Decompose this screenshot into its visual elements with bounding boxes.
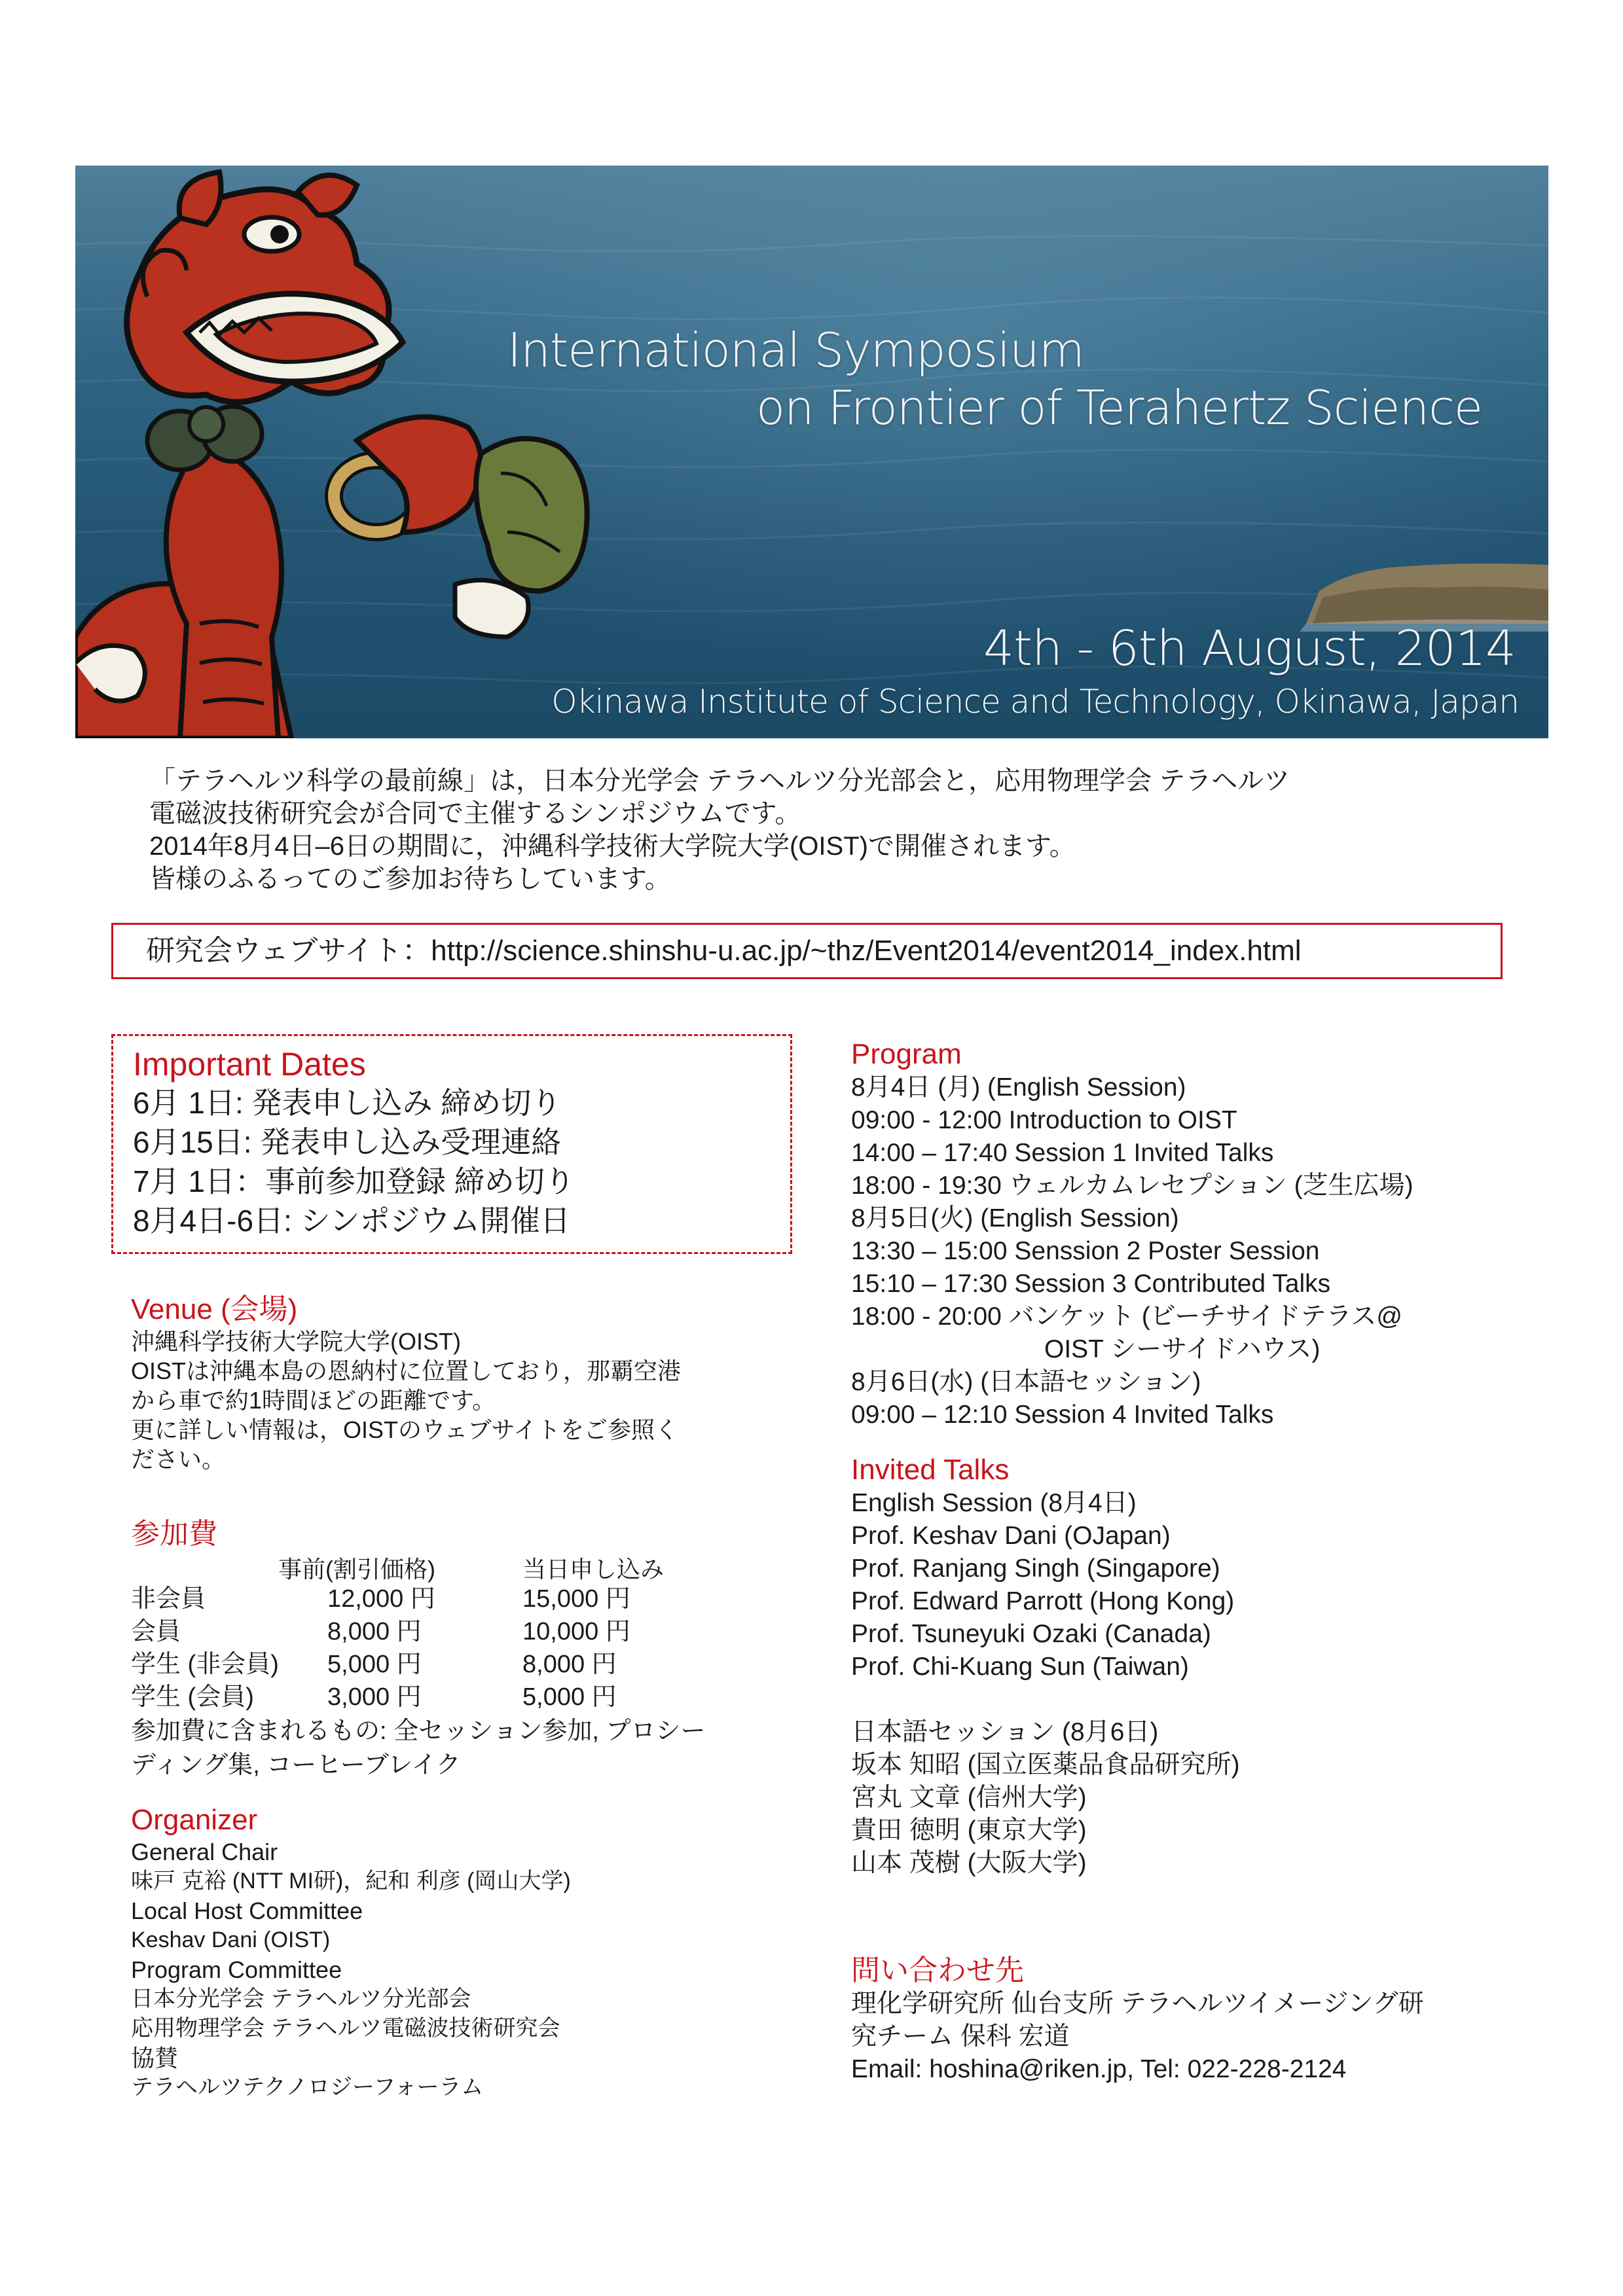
intro-line: 「テラヘルツ科学の最前線」は，日本分光学会 テラヘルツ分光部会と，応用物理学会 テラヘルツ [149, 766, 1290, 795]
date-item: 7月 1日：事前参加登録 締め切り [133, 1164, 575, 1198]
venue-line: ださい。 [131, 1446, 226, 1473]
fee-advance: 12,000 円 [327, 1585, 435, 1613]
general-chair-label: General Chair [131, 1839, 278, 1865]
program-item: 09:00 – 12:10 Session 4 Invited Talks [851, 1401, 1274, 1429]
program-item: 13:30 – 15:00 Senssion 2 Poster Session [851, 1237, 1320, 1265]
fees-col-advance: 事前(割引価格) [278, 1556, 435, 1583]
program-item: 18:00 - 19:30 ウェルカムレセプション (芝生広場) [851, 1172, 1413, 1200]
program-item: 14:00 – 17:40 Session 1 Invited Talks [851, 1139, 1274, 1167]
contact-line: 究チーム 保科 宏道 [851, 2022, 1070, 2051]
intro-line: 2014年8月4日–6日の期間に，沖縄科学技術大学院大学(OIST)で開催されます。 [149, 832, 1076, 861]
fee-onsite: 10,000 円 [522, 1618, 630, 1645]
intro-line: 電磁波技術研究会が合同で主催するシンポジウムです。 [149, 799, 801, 828]
organizer-section [131, 1803, 799, 2102]
speaker: Prof. Tsuneyuki Ozaki (Canada) [851, 1620, 1211, 1648]
contact-heading: 問い合わせ先 [851, 1954, 1024, 1986]
program-day: 8月5日(火) (English Session) [851, 1204, 1179, 1232]
venue-line: から車で約1時間ほどの距離です。 [131, 1387, 496, 1414]
program-day: 8月6日(水) (日本語セッション) [851, 1368, 1201, 1396]
website-link-box[interactable]: 研究会ウェブサイト：http://science.shinshu-u.ac.jp/~thz/Event2014/event2014_index.html [111, 923, 1503, 979]
fee-onsite: 5,000 円 [522, 1683, 617, 1711]
banner-venue: Okinawa Institute of Science and Technology, Okinawa, Japan [551, 683, 1519, 721]
fee-type: 非会員 [131, 1585, 206, 1613]
local-host: Keshav Dani (OIST) [131, 1928, 331, 1952]
speaker: 貴田 徳明 (東京大学) [851, 1816, 1087, 1844]
support: テラヘルツテクノロジーフォーラム [131, 2075, 484, 2100]
speaker: Prof. Chi-Kuang Sun (Taiwan) [851, 1653, 1189, 1681]
program-committee-item: 日本分光学会 テラヘルツ分光部会 [131, 1986, 471, 2011]
fee-onsite: 15,000 円 [522, 1585, 630, 1613]
contact-email[interactable]: Email: hoshina@riken.jp, Tel: 022-228-2124 [851, 2055, 1347, 2083]
fees-section [131, 1517, 799, 1782]
speaker: Prof. Ranjang Singh (Singapore) [851, 1554, 1220, 1583]
program-item: 09:00 - 12:00 Introduction to OIST [851, 1106, 1237, 1134]
speaker: 山本 茂樹 (大阪大学) [851, 1849, 1087, 1877]
banner-date: 4th - 6th August, 2014 [983, 620, 1516, 677]
fee-type: 会員 [131, 1618, 181, 1645]
support-label: 協賛 [131, 2045, 179, 2072]
organizer-heading: Organizer [131, 1804, 258, 1836]
date-item: 8月4日-6日: シンポジウム開催日 [133, 1204, 571, 1238]
important-dates-box [111, 1034, 792, 1254]
venue-heading: Venue (会場) [131, 1293, 298, 1325]
speaker: Prof. Edward Parrott (Hong Kong) [851, 1587, 1235, 1615]
program-item: 15:10 – 17:30 Session 3 Contributed Talks [851, 1270, 1331, 1298]
fee-row [131, 1648, 799, 1681]
program-committee-label: Program Committee [131, 1956, 342, 1983]
speaker: 宮丸 文章 (信州大学) [851, 1784, 1087, 1812]
fee-advance: 8,000 円 [327, 1618, 422, 1645]
fee-row [131, 1583, 799, 1615]
program-item: 18:00 - 20:00 バンケット (ビーチサイドテラス@ [851, 1302, 1402, 1331]
program-heading: Program [851, 1038, 962, 1070]
fees-note-line: ディング集, コーヒーブレイク [131, 1751, 461, 1779]
general-chair: 味戸 克裕 (NTT MI研)，紀和 利彦 (岡山大学) [131, 1869, 571, 1893]
program-day: 8月4日 (月) (English Session) [851, 1073, 1186, 1102]
program-section [851, 1037, 1539, 1431]
banner-title-line1: International Symposium [507, 323, 1084, 378]
fee-row [131, 1615, 799, 1648]
fee-advance: 3,000 円 [327, 1683, 422, 1711]
program-item-cont: OIST シーサイドハウス) [1044, 1335, 1321, 1363]
fee-row [131, 1681, 799, 1713]
fee-type: 学生 (会員) [131, 1683, 254, 1711]
contact-line: 理化学研究所 仙台支所 テラヘルツイメージング研 [851, 1990, 1424, 2018]
contact-section [851, 1954, 1539, 2086]
fee-type: 学生 (非会員) [131, 1651, 279, 1678]
venue-line: 更に詳しい情報は，OISTのウェブサイトをご参照く [131, 1416, 679, 1443]
shisa-lion-icon [75, 166, 665, 738]
banner-image [75, 166, 1548, 738]
program-committee-item: 応用物理学会 テラヘルツ電磁波技術研究会 [131, 2016, 560, 2041]
date-item: 6月 1日: 発表申し込み 締め切り [133, 1086, 562, 1120]
invited-heading: Invited Talks [851, 1454, 1010, 1486]
english-session-label: English Session (8月4日) [851, 1489, 1137, 1517]
intro-line: 皆様のふるってのご参加お待ちしています。 [149, 865, 671, 893]
intro-text [149, 764, 1524, 895]
banner-title-line2: on Frontier of Terahertz Science [756, 380, 1483, 435]
speaker: Prof. Keshav Dani (OJapan) [851, 1522, 1171, 1550]
fee-advance: 5,000 円 [327, 1651, 422, 1678]
invited-talks-section [851, 1453, 1539, 1880]
venue-line: OISTは沖縄本島の恩納村に位置しており，那覇空港 [131, 1357, 682, 1384]
venue-section [131, 1293, 799, 1474]
fee-onsite: 8,000 円 [522, 1651, 617, 1678]
japanese-session-label: 日本語セッション (8月6日) [851, 1718, 1159, 1746]
local-host-label: Local Host Committee [131, 1897, 363, 1924]
date-item: 6月15日: 発表申し込み受理連絡 [133, 1125, 562, 1159]
fees-col-onsite: 当日申し込み [522, 1556, 665, 1583]
speaker: 坂本 知昭 (国立医薬品食品研究所) [851, 1751, 1240, 1779]
venue-name: 沖縄科学技術大学院大学(OIST) [131, 1328, 461, 1355]
important-dates-heading: Important Dates [133, 1046, 366, 1083]
fees-note-line: 参加費に含まれるもの: 全セッション参加, プロシー [131, 1717, 706, 1745]
fees-header-row [131, 1551, 799, 1583]
fees-heading: 参加費 [131, 1518, 217, 1550]
